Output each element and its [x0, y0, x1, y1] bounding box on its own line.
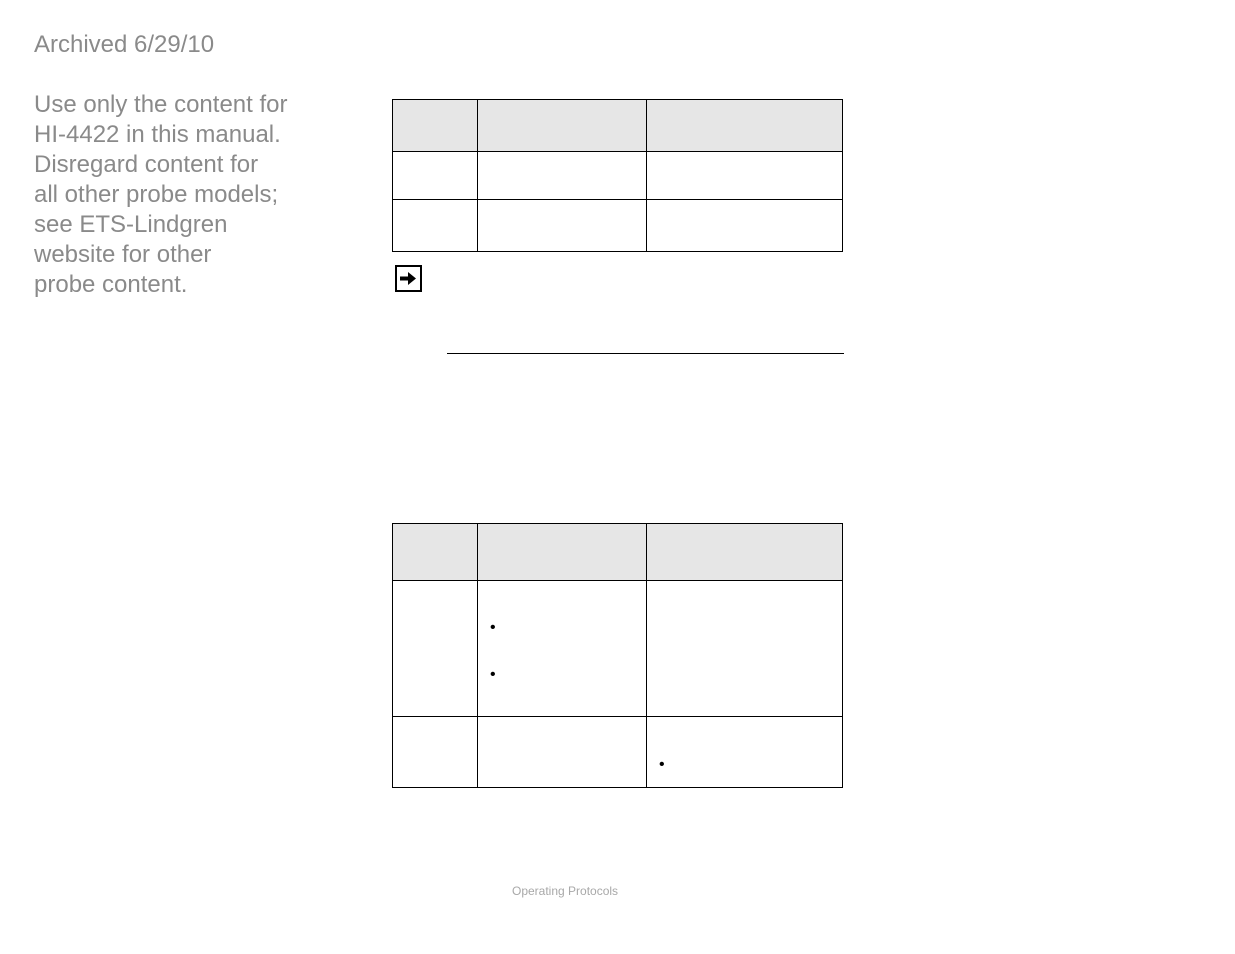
table-row	[393, 152, 843, 200]
table-row	[393, 200, 843, 252]
archive-notice	[34, 90, 334, 300]
table-header-cell	[646, 100, 842, 152]
table-cell	[646, 581, 842, 717]
table-cell	[646, 152, 842, 200]
table-cell	[393, 581, 478, 717]
table-cell	[646, 717, 842, 788]
table-row	[393, 717, 843, 788]
table-header-cell	[646, 524, 842, 581]
table-header-cell	[478, 100, 646, 152]
archived-date: Archived 6/29/10	[34, 31, 215, 58]
arrow-right-icon	[395, 265, 422, 292]
table-cell	[393, 200, 478, 252]
table-cell	[646, 200, 842, 252]
notice-line: website for other	[34, 241, 212, 268]
notice-line: Disregard content for	[34, 151, 259, 178]
table-header-cell	[393, 524, 478, 581]
notice-line: HI-4422 in this manual.	[34, 121, 281, 148]
bullet-icon: •	[490, 619, 496, 636]
table-row	[393, 581, 843, 717]
bullet-icon: •	[659, 756, 665, 773]
notice-line: all other probe models;	[34, 181, 279, 208]
table-header-row	[393, 100, 843, 152]
table-cell	[478, 717, 646, 788]
table-2	[392, 523, 843, 788]
table-cell	[478, 581, 646, 717]
table-cell	[478, 200, 646, 252]
table-1	[392, 99, 843, 252]
table-header-row	[393, 524, 843, 581]
table-header-cell	[478, 524, 646, 581]
bullet-icon: •	[490, 666, 496, 683]
page-footer: Operating Protocols	[512, 884, 619, 898]
notice-line: see ETS-Lindgren	[34, 211, 228, 238]
table-cell	[393, 717, 478, 788]
table-cell	[478, 152, 646, 200]
table-cell	[393, 152, 478, 200]
horizontal-rule	[447, 353, 844, 354]
table-header-cell	[393, 100, 478, 152]
notice-line: Use only the content for	[34, 91, 288, 118]
notice-line: probe content.	[34, 271, 188, 298]
